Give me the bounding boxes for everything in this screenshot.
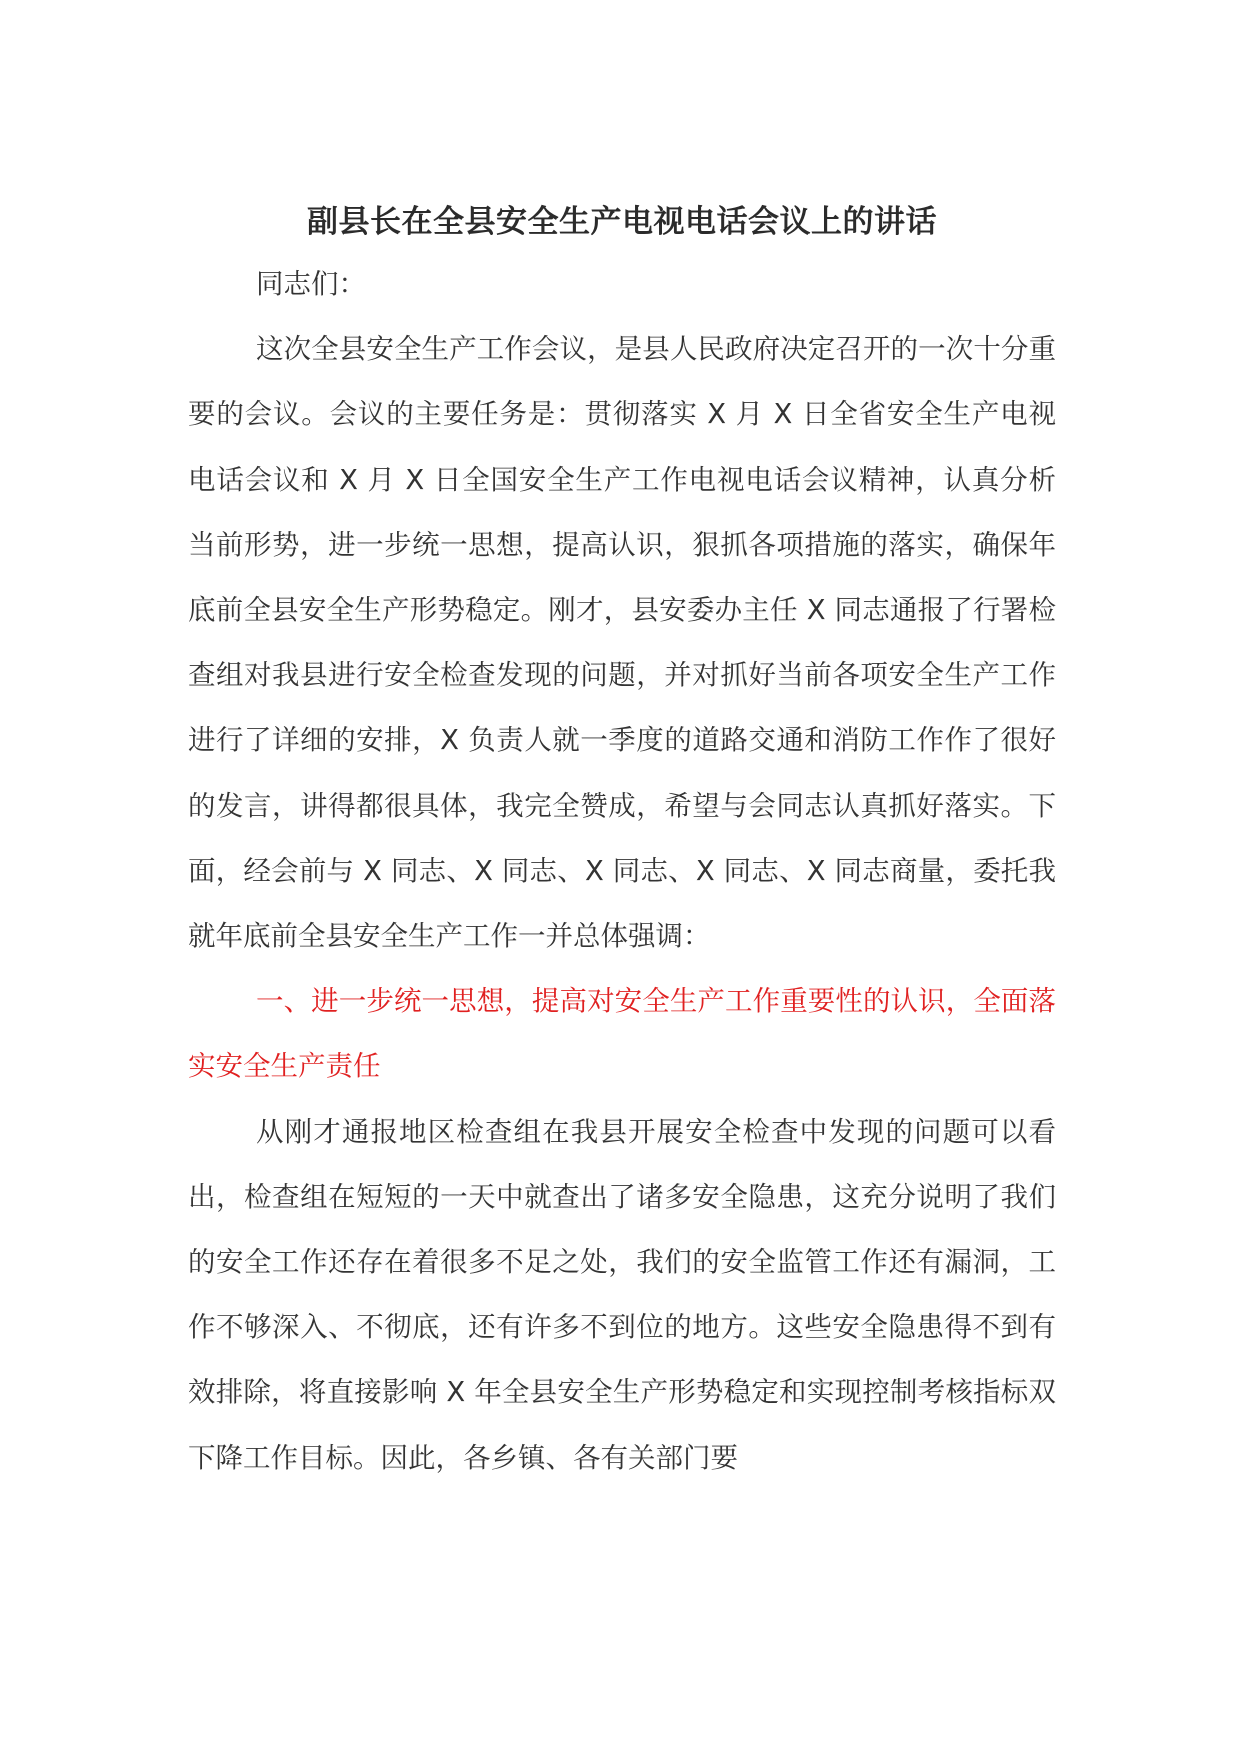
section-heading: 一、进一步统一思想，提高对安全生产工作重要性的认识，全面落实安全生产责任 xyxy=(188,985,1056,1083)
document-title: 副县长在全县安全生产电视电话会议上的讲话 xyxy=(307,204,937,240)
document-body xyxy=(188,252,1056,1491)
paragraph-intro: 这次全县安全生产工作会议，是县人民政府决定召开的一次十分重要的会议。会议的主要任务是：贯彻落实 X 月 X 日全省安全生产电视电话会议和 X 月 X 日全国安全生产工作电视电话会议精神，认真分析当前形势，进一步统一思想，提高认识，狠抓各项措施的落实，确保年底前全县安全生产形势稳定。刚才，县安委办主任 X 同志通报了行署检查组对我县进行安全检查发现的问题，并对抓好当前各项安全生产工作进行了详细的安排，X 负责人就一季度的道路交通和消防工作作了很好的发言，讲得都很具体，我完全赞成，希望与会同志认真抓好落实。下面，经会前与 X 同志、X 同志、X 同志、X 同志、X 同志商量，委托我就年底前全县安全生产工作一并总体强调： xyxy=(188,333,1056,953)
greeting: 同志们： xyxy=(256,268,366,300)
paragraph-section-1: 从刚才通报地区检查组在我县开展安全检查中发现的问题可以看出，检查组在短短的一天中就查出了诸多安全隐患，这充分说明了我们的安全工作还存在着很多不足之处，我们的安全监管工作还有漏洞，工作不够深入、不彻底，还有许多不到位的地方。这些安全隐患得不到有效排除，将直接影响 X 年全县安全生产形势稳定和实现控制考核指标双下降工作目标。因此，各乡镇、各有关部门要 xyxy=(188,1115,1056,1474)
